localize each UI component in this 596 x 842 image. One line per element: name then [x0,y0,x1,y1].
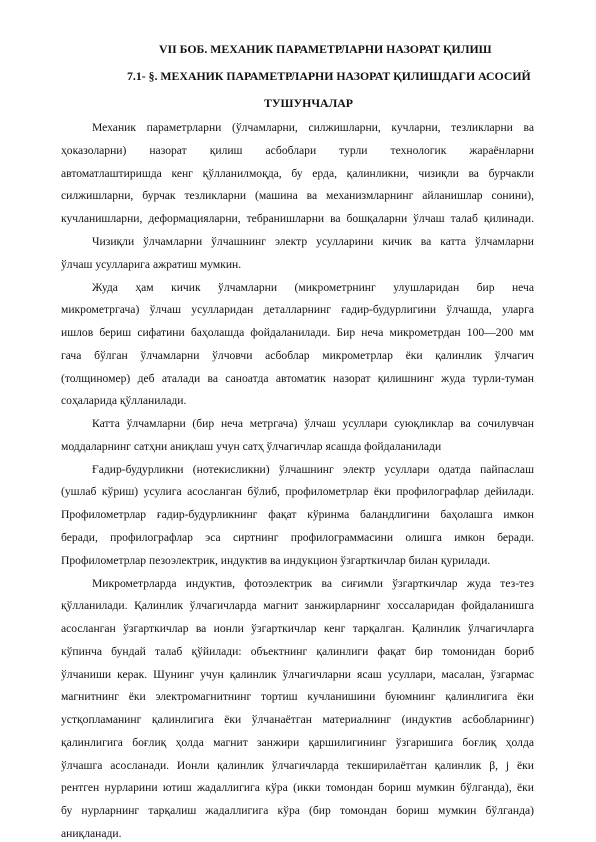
paragraph-line: беради, профилографлар эса сиртнинг профилограммасини олишга имкон беради. [61,531,534,544]
paragraph-line: кўпинча бундай талаб қўйилади: объектнинг қалинлиги фақат бир томонидан бориб [61,645,534,658]
paragraph-line: ўлчаниши керак. Шунинг учун қалинлик ўлчагичларни ясаш усуллари, масалан, ўзгармас [61,668,534,681]
paragraph-line: ўлчаш усулларига ажратиш мумкин. [61,258,242,271]
paragraph-line: Жуда ҳам кичик ўлчамларни (микрометрнинг улушларидан бир неча [92,281,534,294]
paragraph-line: (толщиномер) деб аталади ва саноатда автоматик назорат қилишнинг жуда турли-туман [61,372,534,385]
paragraph-line: магнитнинг ёки электромагнитнинг тортиш кучланишини буюмнинг қалинлигига ёки [61,690,534,703]
paragraph-line: устқопламанинг қалинлигига ёки ўлчанаётган материалнинг (индуктив асбобларнинг) [61,713,534,726]
paragraph-line: қалинлигига боғлиқ ҳолда магнит занжири қаршилигининг ўзгаришига боғлиқ ҳолда [61,736,534,749]
paragraph-line: қўлланилади. Қалинлик ўлчагичларда магнит занжирларнинг хоссаларидан фойдаланишга [61,599,534,612]
paragraph-line: Профилометрлар ғадир-будурликнинг фақат кўринма баландлигини баҳолашга имкон [61,508,534,521]
paragraph-line: Чизиқли ўлчамларни ўлчашнинг электр усулларини кичик ва катта ўлчамларни [92,235,534,248]
paragraph-line: ҳоказоларни) назорат қилиш асбоблари турли технологик жараёнларни [61,144,534,157]
section-title-line-2: ТУШУНЧАЛАР [264,96,354,110]
paragraph-line: моддаларнинг сатҳни аниқлаш учун сатҳ ўлчагичлар ясашда фойдаланилади [61,440,442,453]
paragraph-line: гача бўлган ўлчамларни ўлчовчи асбоблар микрометрлар ёки қалинлик ўлчагич [61,349,534,362]
paragraph-line: Микрометрларда индуктив, фотоэлектрик ва сиғимли ўзгарткичлар жуда тез-тез [92,577,534,590]
paragraph-line: Механик параметрларни (ўлчамларни, силжишларни, кучларни, тезликларни ва [92,121,534,134]
paragraph-line: микрометргача) ўлчаш усулларидан деталларнинг ғадир-будурлигини ўлчашда, уларга [61,303,534,316]
paragraph-line: бу нурларнинг тарқалиш жадаллигига кўра (бир томондан бориш мумкин бўлганда) [61,804,534,817]
paragraph-line: Профилометрлар пезоэлектрик, индуктив ва индукцион ўзгарткичлар билан қурилади. [61,554,491,567]
paragraph-line: Ғадир-будурликни (нотекисликни) ўлчашнинг электр усуллари одатда пайпаслаш [92,463,534,476]
paragraph-line: силжишларни, бурчак тезликларни (машина ва механизмларнинг айланишлар сонини), [61,189,534,202]
chapter-title: VII БОБ. МЕХАНИК ПАРАМЕТРЛАРНИ НАЗОРАТ ҚИЛИШ [159,42,492,56]
paragraph-line: кучланишларни, деформацияларни, тебранишларни ва бошқаларни ўлчаш талаб қилинади. [61,212,534,225]
paragraph-line: ўлчашга асосланади. Ионли қалинлик ўлчагичларда текширилаётган қалинлик β, j ёки [61,759,534,772]
paragraph-line: Катта ўлчамларни (бир неча метргача) ўлчаш усуллари суюқликлар ва сочилувчан [92,417,534,430]
paragraph-line: (ушлаб кўриш) усулига асосланган бўлиб, профилометрлар ёки профилографлар дейилади. [61,485,534,498]
section-title-line-1: 7.1- §. МЕХАНИК ПАРАМЕТРЛАРНИ НАЗОРАТ ҚИЛИШДАГИ АСОСИЙ [127,69,531,83]
paragraph-line: ишлов бериш сифатини баҳолашда фойдаланилади. Бир неча микрометрдан 100—200 мм [61,326,534,339]
paragraph-line: соҳаларида қўлланилади. [61,394,187,407]
paragraph-line: аниқланади. [61,827,122,840]
paragraph-line: автоматлаштиришда кенг қўлланилмоқда, бу ерда, қалинликни, чизиқли ва бурчакли [61,167,534,180]
paragraph-line: асосланган ўзгарткичлар ва ионли ўзгарткичлар кенг тарқалган. Қалинлик ўлчагичларга [61,622,534,635]
paragraph-line: рентген нурларини ютиш жадаллигига кўра (икки томондан бориш мумкин бўлганда), ёки [61,781,534,794]
